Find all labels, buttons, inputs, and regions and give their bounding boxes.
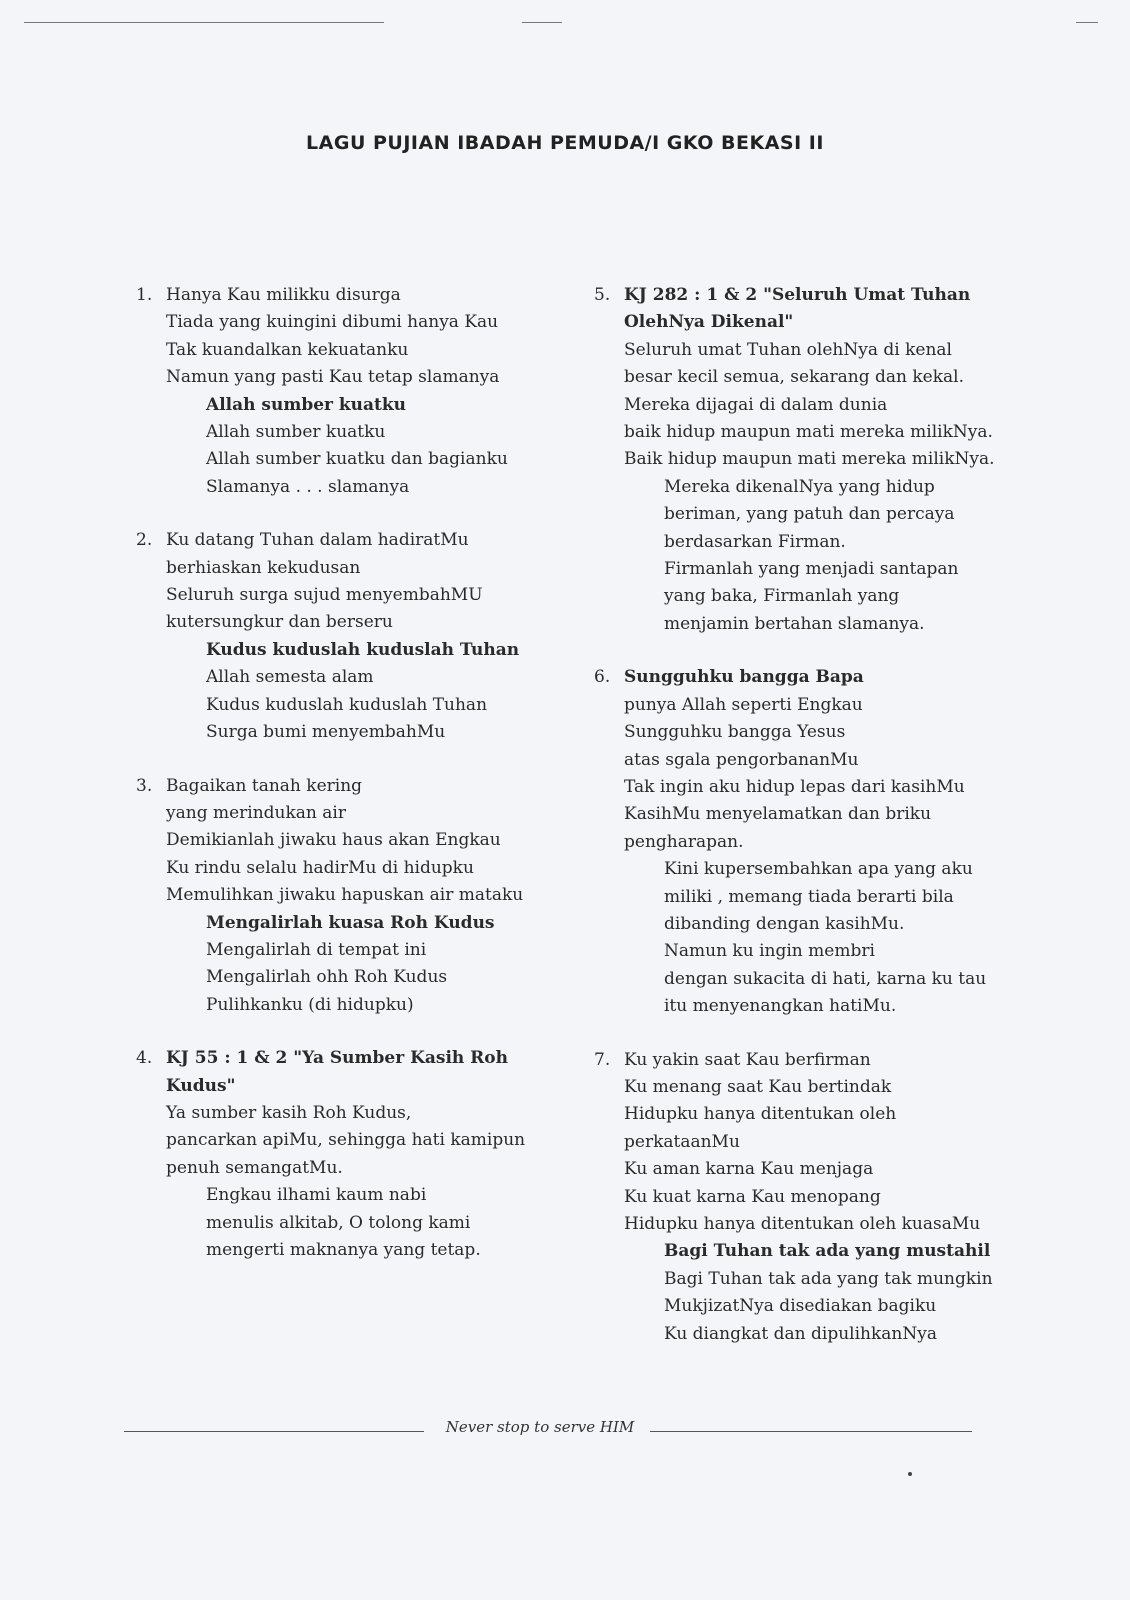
lyric-line: MukjizatNya disediakan bagiku — [664, 1296, 937, 1317]
song-7 — [594, 1047, 1034, 1348]
lyric-line: Pulihkanku (di hidupku) — [206, 994, 414, 1015]
lyric-line-bold: Bagi Tuhan tak ada yang mustahil — [664, 1241, 991, 1262]
footer — [124, 1418, 972, 1444]
lyric-line: berhiaskan kekudusan — [166, 557, 361, 578]
song-number: 1. — [136, 285, 153, 305]
page-title: LAGU PUJIAN IBADAH PEMUDA/I GKO BEKASI II — [306, 132, 824, 154]
lyric-line: itu menyenangkan hatiMu. — [664, 996, 897, 1017]
lyric-line: Baik hidup maupun mati mereka milikNya. — [624, 449, 995, 470]
scan-speck — [908, 1472, 912, 1476]
lyric-line: Allah sumber kuatku dan bagianku — [206, 449, 508, 470]
lyric-line: Ku menang saat Kau bertindak — [624, 1076, 892, 1097]
lyric-line: Slamanya . . . slamanya — [206, 476, 410, 497]
lyric-line-bold: KJ 282 : 1 & 2 "Seluruh Umat Tuhan — [624, 285, 971, 305]
song-number: 7. — [594, 1049, 611, 1070]
lyric-line: Ku yakin saat Kau berfirman — [624, 1049, 871, 1070]
lyric-line: perkataanMu — [624, 1131, 740, 1152]
lyric-line: Tak ingin aku hidup lepas dari kasihMu — [624, 776, 965, 797]
lyric-line: Hidupku hanya ditentukan oleh — [624, 1104, 897, 1125]
song-number: 2. — [136, 530, 153, 551]
lyric-line: Mereka dijagai di dalam dunia — [624, 394, 888, 415]
lyric-line-bold: Allah sumber kuatku — [206, 394, 407, 415]
song-6 — [594, 664, 1034, 1020]
lyric-line: Ku datang Tuhan dalam hadiratMu — [166, 530, 469, 551]
lyric-line-bold: Sungguhku bangga Bapa — [624, 667, 864, 688]
song-number: 4. — [136, 1048, 153, 1069]
lyric-line: Namun ku ingin membri — [664, 941, 875, 962]
lyric-line-bold: Mengalirlah kuasa Roh Kudus — [206, 912, 495, 933]
lyric-line: Bagi Tuhan tak ada yang tak mungkin — [664, 1268, 993, 1289]
right-column — [594, 282, 1034, 1374]
lyric-line: Firmanlah yang menjadi santapan — [664, 559, 959, 580]
lyric-line-bold: KJ 55 : 1 & 2 "Ya Sumber Kasih Roh — [166, 1048, 509, 1069]
song-2 — [136, 527, 556, 746]
top-rule-mid — [522, 22, 562, 23]
top-rule-left — [24, 22, 384, 23]
song-number: 3. — [136, 775, 153, 796]
lyric-line: yang merindukan air — [166, 802, 346, 823]
footer-rule-left — [124, 1431, 424, 1432]
lyric-line: Hidupku hanya ditentukan oleh kuasaMu — [624, 1214, 981, 1234]
lyric-line: dibanding dengan kasihMu. — [664, 913, 905, 934]
lyric-line-bold: Kudus kuduslah kuduslah Tuhan — [206, 639, 520, 660]
top-rule-right — [1076, 22, 1098, 23]
lyric-line: punya Allah seperti Engkau — [624, 694, 863, 715]
song-number: 6. — [594, 667, 611, 688]
lyric-line: menjamin bertahan slamanya. — [664, 613, 925, 634]
lyric-line: beriman, yang patuh dan percaya — [664, 504, 955, 525]
lyric-line: Bagaikan tanah kering — [166, 775, 363, 796]
lyric-line: Demikianlah jiwaku haus akan Engkau — [166, 830, 501, 851]
lyric-line: Seluruh surga sujud menyembahMU — [166, 585, 483, 606]
lyric-line: atas sgala pengorbananMu — [624, 749, 859, 770]
lyric-line: Mengalirlah ohh Roh Kudus — [206, 967, 448, 988]
lyric-line: Allah sumber kuatku — [206, 422, 386, 443]
lyric-line: Surga bumi menyembahMu — [206, 722, 446, 743]
lyric-line: Ku diangkat dan dipulihkanNya — [664, 1323, 937, 1344]
lyric-line: Tiada yang kuingini dibumi hanya Kau — [166, 312, 499, 333]
lyric-line: Engkau ilhami kaum nabi — [206, 1185, 427, 1206]
lyric-line: kutersungkur dan berseru — [166, 612, 393, 633]
lyric-line: berdasarkan Firman. — [664, 531, 846, 552]
lyric-line: Kini kupersembahkan apa yang aku — [664, 859, 973, 880]
lyric-line: mengerti maknanya yang tetap. — [206, 1240, 481, 1260]
lyric-line-bold: OlehNya Dikenal" — [624, 312, 794, 333]
footer-rule-right — [650, 1431, 972, 1432]
lyric-line: menulis alkitab, O tolong kami — [206, 1212, 471, 1233]
lyric-line: besar kecil semua, sekarang dan kekal. — [624, 367, 965, 388]
lyric-line: Ku aman karna Kau menjaga — [624, 1159, 874, 1180]
lyric-line: Allah semesta alam — [206, 667, 374, 688]
lyric-line: dengan sukacita di hati, karna ku tau — [664, 968, 987, 989]
lyric-line: Sungguhku bangga Yesus — [624, 722, 846, 743]
lyric-line: Memulihkan jiwaku hapuskan air mataku — [166, 885, 524, 906]
lyric-line: baik hidup maupun mati mereka milikNya. — [624, 422, 993, 443]
lyric-line: Mengalirlah di tempat ini — [206, 939, 427, 960]
lyric-line-bold: Kudus" — [166, 1075, 236, 1096]
lyric-line: Namun yang pasti Kau tetap slamanya — [166, 367, 500, 388]
lyric-line: pengharapan. — [624, 831, 744, 852]
lyric-line: Tak kuandalkan kekuatanku — [166, 339, 409, 360]
left-column — [136, 282, 556, 1290]
song-number: 5. — [594, 285, 611, 305]
lyric-line: Ku kuat karna Kau menopang — [624, 1186, 881, 1207]
song-5 — [594, 282, 1034, 638]
song-3 — [136, 773, 556, 1020]
lyric-line: pancarkan apiMu, sehingga hati kamipun — [166, 1130, 526, 1151]
song-4 — [136, 1045, 556, 1264]
lyric-line: Ku rindu selalu hadirMu di hidupku — [166, 857, 474, 878]
lyric-line: penuh semangatMu. — [166, 1157, 343, 1178]
lyric-line: yang baka, Firmanlah yang — [664, 586, 900, 607]
lyric-line: Mereka dikenalNya yang hidup — [664, 476, 935, 497]
lyric-line: Seluruh umat Tuhan olehNya di kenal — [624, 339, 952, 360]
lyric-line: Ya sumber kasih Roh Kudus, — [166, 1102, 412, 1123]
lyric-line: Hanya Kau milikku disurga — [166, 285, 401, 305]
song-1 — [136, 282, 556, 501]
lyric-line: Kudus kuduslah kuduslah Tuhan — [206, 694, 488, 715]
footer-motto: Never stop to serve HIM — [445, 1418, 635, 1436]
lyric-line: KasihMu menyelamatkan dan briku — [624, 804, 932, 825]
lyric-line: miliki , memang tiada berarti bila — [664, 886, 954, 907]
